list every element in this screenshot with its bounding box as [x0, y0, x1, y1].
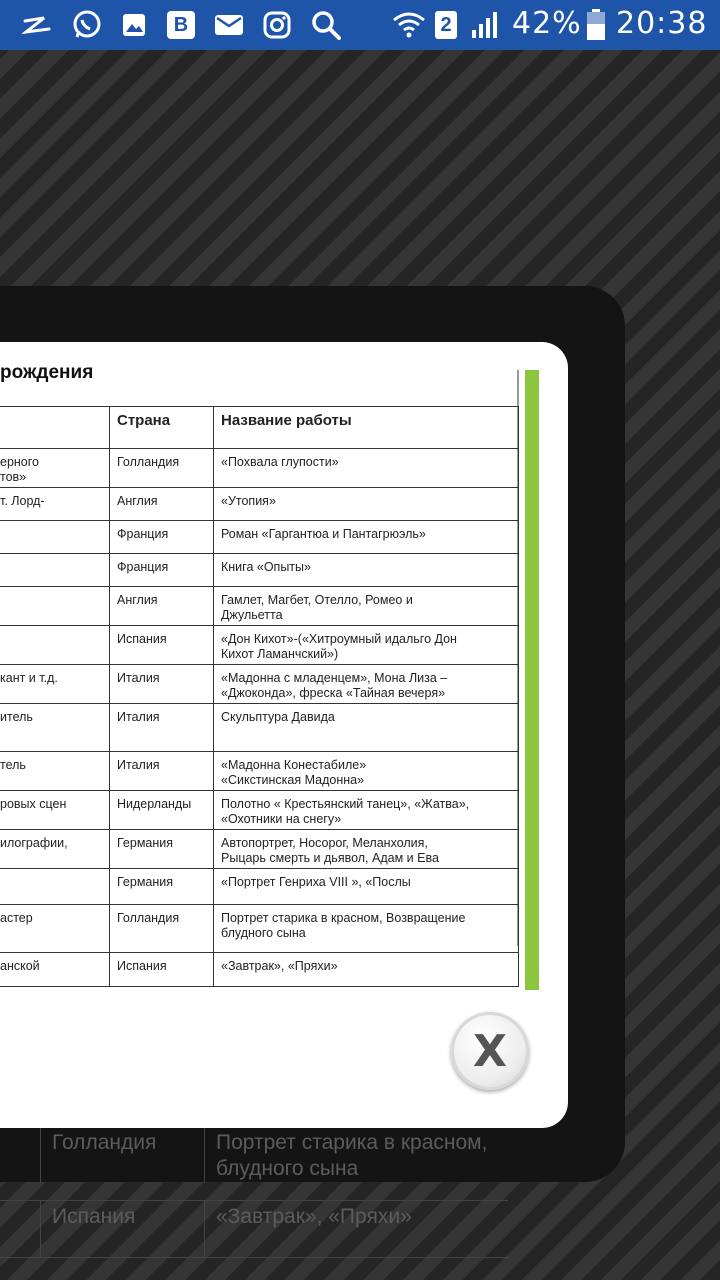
cell-work: «Мадонна Конестабиле» «Сикстинская Мадонна» — [214, 752, 519, 791]
cell-country: Испания — [110, 953, 214, 987]
cell-work: «Утопия» — [214, 488, 519, 521]
status-bar — [0, 0, 720, 50]
signal-icon — [470, 8, 500, 42]
table-row — [0, 449, 519, 488]
cell-description — [0, 587, 110, 626]
cell-country: Франция — [110, 554, 214, 587]
cell-work: «Портрет Генриха VIII », «Послы — [214, 869, 519, 905]
table-row — [0, 905, 519, 953]
search-icon — [310, 8, 342, 42]
header-country: Страна — [110, 407, 214, 449]
notification-z-icon — [22, 8, 52, 42]
cell-work: Скульптура Давида — [214, 704, 519, 752]
background-table-row: Голландия Портрет старика в красном, блудного сына — [0, 1126, 508, 1183]
cell-work: «Мадонна с младенцем», Мона Лиза – «Джоконда», фреска «Тайная вечеря» — [214, 665, 519, 704]
cell-work: «Дон Кихот»-(«Хитроумный идальго Дон Кихот Ламанчский») — [214, 626, 519, 665]
document-heading: рождения — [0, 362, 94, 383]
cell-country: Голландия — [110, 905, 214, 953]
cell-description: астер — [0, 905, 110, 953]
table-row — [0, 554, 519, 587]
cell-description — [0, 869, 110, 905]
close-button[interactable] — [451, 1012, 529, 1090]
cell-work: Полотно « Крестьянский танец», «Жатва», «Охотники на снегу» — [214, 791, 519, 830]
table-row — [0, 830, 519, 869]
instagram-icon — [262, 8, 292, 42]
table-row — [0, 665, 519, 704]
header-work: Название работы — [214, 407, 519, 449]
battery-icon — [585, 8, 607, 42]
cell-description: ровых сцен — [0, 791, 110, 830]
cell-work: Портрет старика в красном, Возвращение блудного сына — [214, 905, 519, 953]
cell-description: итель — [0, 704, 110, 752]
table-row — [0, 953, 519, 987]
table-row — [0, 704, 519, 752]
cell-description: ерного тов» — [0, 449, 110, 488]
background-table-row: Испания «Завтрак», «Пряхи» — [0, 1200, 508, 1258]
cell-country: Италия — [110, 665, 214, 704]
table-row — [0, 587, 519, 626]
vk-icon: B — [166, 8, 196, 42]
table-row — [0, 752, 519, 791]
cell-country: Нидерланды — [110, 791, 214, 830]
cell-work: Книга «Опыты» — [214, 554, 519, 587]
cell-country: Франция — [110, 521, 214, 554]
sim-2-icon: 2 — [434, 8, 458, 42]
table-row — [0, 869, 519, 905]
cell-country: Англия — [110, 587, 214, 626]
cell-description: т. Лорд- — [0, 488, 110, 521]
renaissance-works-table — [0, 406, 519, 987]
cell-work: Роман «Гаргантюа и Пантагрюэль» — [214, 521, 519, 554]
table-row — [0, 626, 519, 665]
cell-description — [0, 626, 110, 665]
battery-percent: 42% — [512, 6, 582, 41]
mail-icon — [214, 8, 244, 42]
header-cell — [0, 407, 110, 449]
whatsapp-icon — [70, 8, 104, 42]
table-row — [0, 791, 519, 830]
table-row — [0, 521, 519, 554]
cell-description: илографии, — [0, 830, 110, 869]
cell-description: анской — [0, 953, 110, 987]
table-row — [0, 488, 519, 521]
gallery-icon — [120, 8, 148, 42]
cell-country: Англия — [110, 488, 214, 521]
cell-country: Испания — [110, 626, 214, 665]
cell-work: «Похвала глупости» — [214, 449, 519, 488]
cell-description: кант и т.д. — [0, 665, 110, 704]
wifi-icon — [392, 8, 426, 42]
cell-description: тель — [0, 752, 110, 791]
cell-country: Италия — [110, 752, 214, 791]
cell-country: Германия — [110, 869, 214, 905]
clock: 20:38 — [616, 6, 708, 41]
cell-country: Германия — [110, 830, 214, 869]
image-viewer-modal — [0, 342, 568, 1128]
cell-work: Гамлет, Магбет, Отелло, Ромео и Джульетта — [214, 587, 519, 626]
cell-work: «Завтрак», «Пряхи» — [214, 953, 519, 987]
cell-country: Голландия — [110, 449, 214, 488]
close-icon: X — [473, 1025, 507, 1077]
cell-description — [0, 554, 110, 587]
cell-country: Италия — [110, 704, 214, 752]
table-header-row — [0, 407, 519, 449]
cell-work: Автопортрет, Носорог, Меланхолия, Рыцарь смерть и дьявол, Адам и Ева — [214, 830, 519, 869]
cell-description — [0, 521, 110, 554]
accent-bar — [525, 370, 539, 990]
